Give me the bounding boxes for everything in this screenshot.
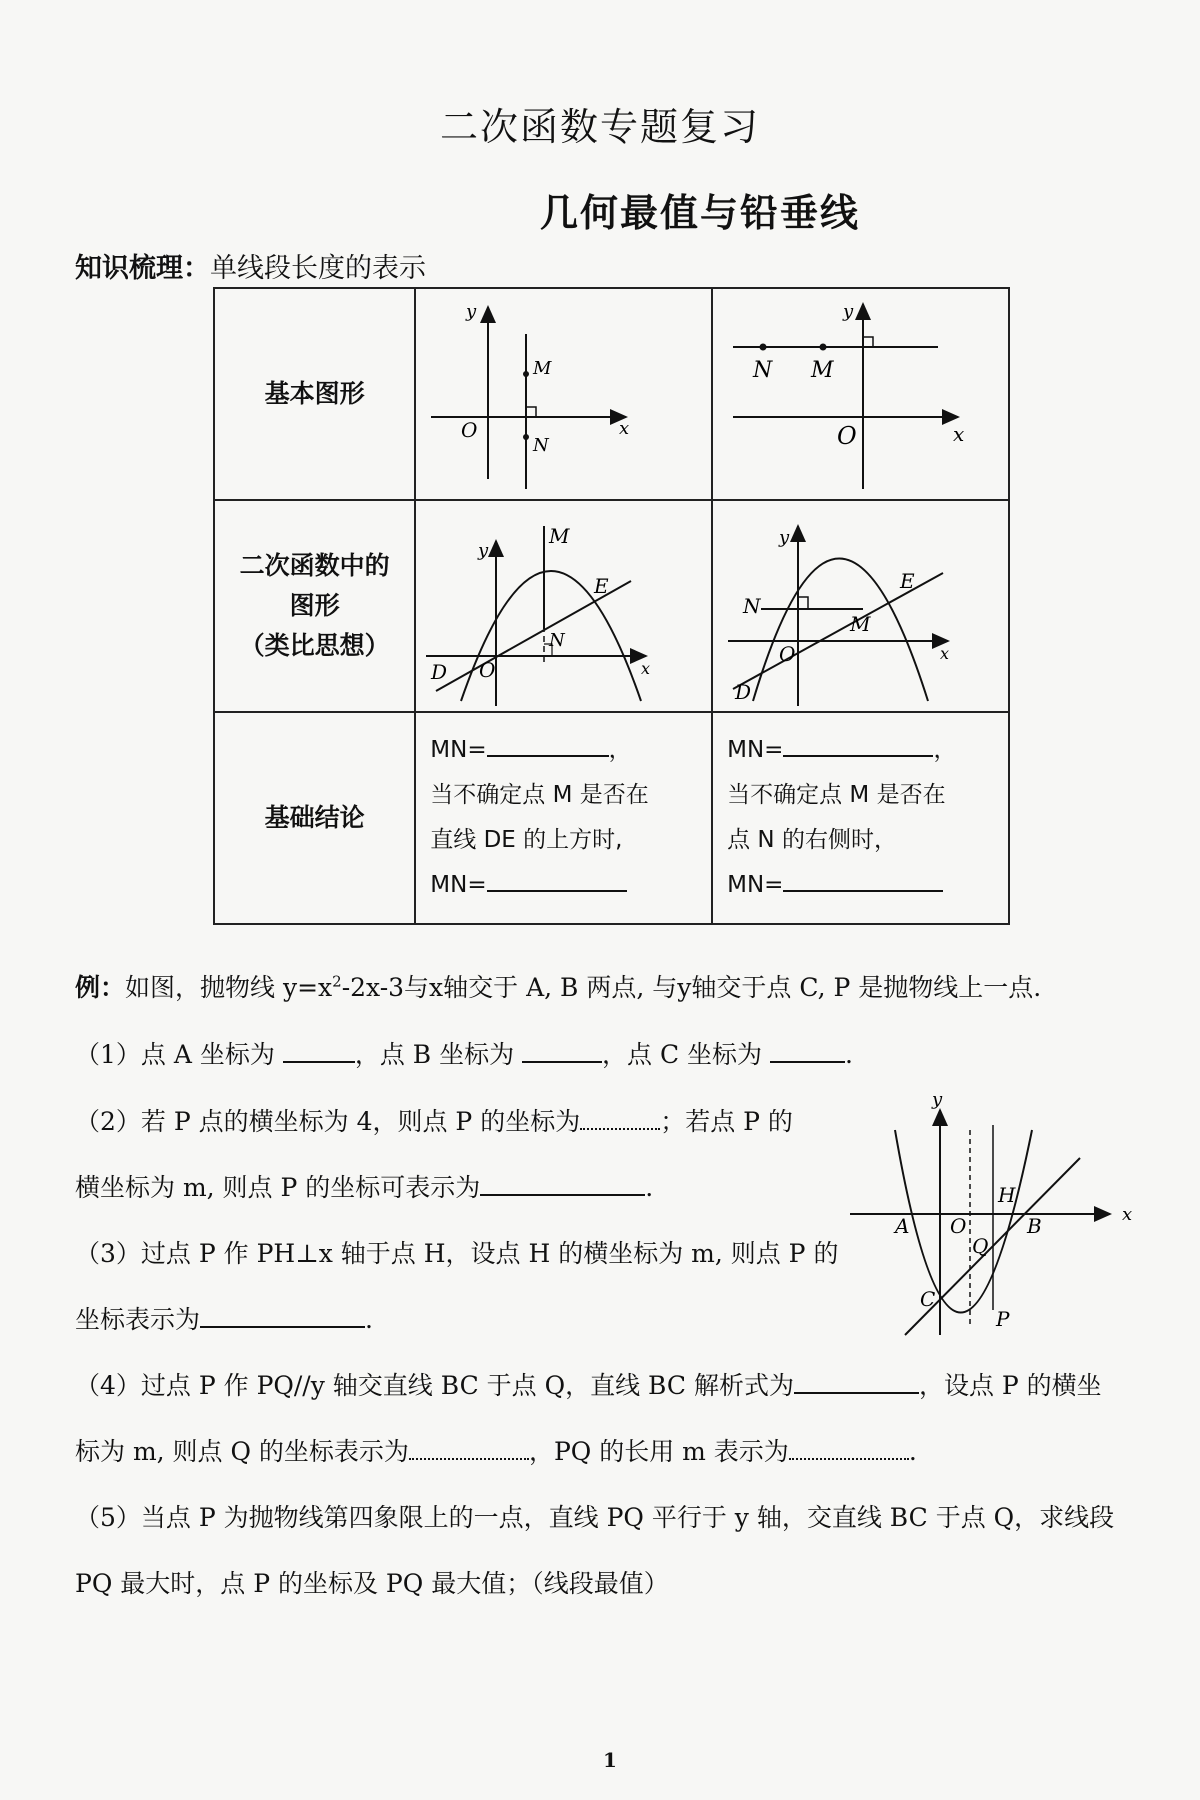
row-header-basic: 基本图形 xyxy=(214,288,415,500)
q4-blank-c[interactable] xyxy=(789,1436,909,1460)
question-5-line2 xyxy=(75,1564,669,1600)
col2-mn-label2: MN= xyxy=(727,872,784,898)
ex-c-label: C xyxy=(920,1287,936,1311)
example-intro-b: -2x-3与x轴交于 A, B 两点, 与y轴交于点 C, P 是抛物线上一点. xyxy=(341,973,1042,1002)
q3-line1: （3）过点 P 作 PH⊥x 轴于点 H，设点 H 的横坐标为 m, 则点 P 的 xyxy=(75,1239,839,1268)
fig1-origin-label: O xyxy=(461,418,478,442)
ex-p-label: P xyxy=(996,1307,1010,1331)
row-header-line2: 图形 xyxy=(289,591,340,620)
ex-y-label: y xyxy=(932,1090,943,1110)
fig3-x-label: x xyxy=(641,659,651,678)
col2-mn-tail: ， xyxy=(933,737,957,763)
figure-quadratic-horizontal xyxy=(712,500,1009,712)
page-subtitle: 几何最值与铅垂线 xyxy=(539,190,860,235)
row-header-line1: 二次函数中的 xyxy=(239,551,390,580)
q4-line2-a: 标为 m, 则点 Q 的坐标表示为 xyxy=(75,1437,409,1466)
example-label: 例： xyxy=(75,973,126,1002)
row-header-conclusion: 基础结论 xyxy=(214,712,415,924)
fig3-e-label: E xyxy=(594,574,609,598)
col1-mn-blank[interactable] xyxy=(487,735,609,757)
section-heading xyxy=(75,246,426,285)
q2-blank-a[interactable] xyxy=(580,1106,660,1130)
fig3-y-label: y xyxy=(478,540,489,561)
fig4-d-label: D xyxy=(735,680,752,704)
example-intro-sup: 2 xyxy=(332,972,342,991)
q5-line1: （5）当点 P 为抛物线第四象限上的一点，直线 PQ 平行于 y 轴，交直线 BC 于点 Q，求线段 xyxy=(75,1503,1115,1532)
fig2-y-label: y xyxy=(843,301,854,322)
q3-blank[interactable] xyxy=(200,1304,365,1328)
section-label: 知识梳理： xyxy=(75,253,210,284)
question-1 xyxy=(75,1035,853,1071)
q2-blank-b[interactable] xyxy=(480,1172,645,1196)
q4-line2-b: ，PQ 的长用 m 表示为 xyxy=(528,1437,789,1466)
fig1-m-label: M xyxy=(533,358,552,379)
col2-mn-label: MN= xyxy=(727,737,784,763)
q1-c: ，点 C 坐标为 xyxy=(602,1040,763,1069)
section-text: 单线段长度的表示 xyxy=(210,253,426,284)
col2-mn-blank[interactable] xyxy=(783,735,933,757)
fig3-origin-label: O xyxy=(479,658,496,682)
fig2-n-label: N xyxy=(753,358,773,383)
row-header-quadratic xyxy=(214,500,415,712)
q4-line1-b: ，设点 P 的横坐 xyxy=(918,1371,1102,1400)
col1-mn-tail: ， xyxy=(608,737,632,763)
q1-blank-c[interactable] xyxy=(770,1039,845,1063)
q4-line1-a: （4）过点 P 作 PQ//y 轴交直线 BC 于点 Q，直线 BC 解析式为 xyxy=(75,1371,794,1400)
question-3-line2 xyxy=(75,1300,373,1336)
fig2-origin-label: O xyxy=(837,422,857,450)
fig4-y-label: y xyxy=(779,527,790,548)
ex-x-label: x xyxy=(1122,1204,1133,1225)
q4-blank-b[interactable] xyxy=(409,1436,529,1460)
col1-condition-line1: 当不确定点 M 是否在 xyxy=(430,782,649,808)
question-2-line1 xyxy=(75,1102,793,1138)
col1-mn-blank2[interactable] xyxy=(487,870,627,892)
ex-origin-label: O xyxy=(950,1214,967,1238)
question-2-line2 xyxy=(75,1168,653,1204)
figure-basic-vertical xyxy=(415,288,712,500)
q3-end: . xyxy=(365,1305,373,1334)
fig4-e-label: E xyxy=(900,569,915,593)
example-intro-a: 如图，抛物线 y=x xyxy=(125,973,333,1002)
col2-condition-line2: 点 N 的右侧时， xyxy=(727,827,897,853)
fig3-d-label: D xyxy=(431,660,448,684)
fig2-x-label: x xyxy=(953,422,965,446)
col1-mn-label2: MN= xyxy=(430,872,487,898)
q2-line2: 横坐标为 m, 则点 P 的坐标可表示为 xyxy=(75,1173,481,1202)
ex-h-label: H xyxy=(998,1183,1016,1207)
q4-blank-a[interactable] xyxy=(794,1370,919,1394)
example-figure xyxy=(840,1090,1140,1350)
fig4-x-label: x xyxy=(940,644,950,663)
q3-line2: 坐标表示为 xyxy=(75,1305,201,1334)
question-4-line1 xyxy=(75,1366,1102,1402)
conclusion-col1 xyxy=(415,712,712,924)
example-intro xyxy=(75,968,1041,1004)
fig1-n-label: N xyxy=(533,435,550,456)
q4-end: . xyxy=(908,1437,917,1466)
fig3-m-label: M xyxy=(549,524,570,548)
col1-mn-label: MN= xyxy=(430,737,487,763)
q1-end: . xyxy=(845,1040,853,1069)
ex-a-label: A xyxy=(895,1214,910,1238)
col2-condition-line1: 当不确定点 M 是否在 xyxy=(727,782,946,808)
question-5-line1 xyxy=(75,1498,1114,1534)
fig2-m-label: M xyxy=(811,358,834,383)
ex-b-label: B xyxy=(1027,1214,1042,1238)
q2-line1-a: （2）若 P 点的横坐标为 4，则点 P 的坐标为 xyxy=(75,1107,581,1136)
page-title: 二次函数专题复习 xyxy=(439,105,760,149)
question-3-line1 xyxy=(75,1234,838,1270)
row-header-line3: （类比思想） xyxy=(239,631,390,660)
q5-line2: PQ 最大时，点 P 的坐标及 PQ 最大值；（线段最值） xyxy=(75,1569,669,1598)
knowledge-table xyxy=(213,287,1010,925)
fig4-m-label: M xyxy=(850,612,871,636)
question-4-line2 xyxy=(75,1432,917,1468)
q1-b: ，点 B 坐标为 xyxy=(354,1040,515,1069)
figure-basic-horizontal xyxy=(712,288,1009,500)
fig3-n-label: N xyxy=(549,630,566,651)
q1-a: （1）点 A 坐标为 xyxy=(75,1040,275,1069)
page-number: 1 xyxy=(603,1748,617,1772)
figure-quadratic-vertical xyxy=(415,500,712,712)
q2-end: . xyxy=(645,1173,654,1202)
fig4-n-label: N xyxy=(743,594,761,618)
fig4-origin-label: O xyxy=(779,642,796,666)
conclusion-col2 xyxy=(712,712,1009,924)
q1-blank-a[interactable] xyxy=(283,1039,355,1063)
q2-line1-b: ；若点 P 的 xyxy=(660,1107,793,1136)
fig1-y-label: y xyxy=(466,301,477,322)
q1-blank-b[interactable] xyxy=(522,1039,602,1063)
fig1-x-label: x xyxy=(619,418,630,439)
col1-condition-line2: 直线 DE 的上方时, xyxy=(430,827,623,853)
col2-mn-blank2[interactable] xyxy=(783,870,943,892)
ex-q-label: Q xyxy=(972,1234,989,1258)
